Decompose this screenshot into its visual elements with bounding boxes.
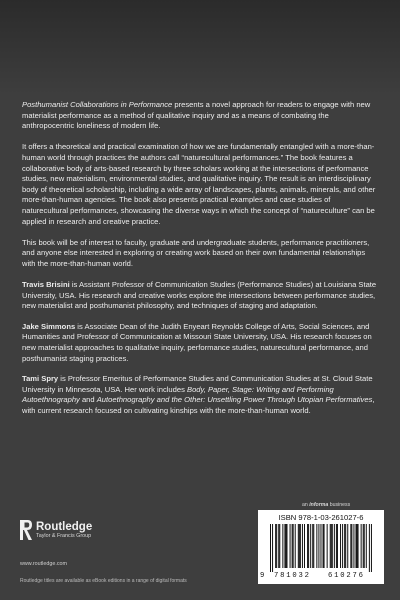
barcode-bar [320,524,321,568]
barcode-bar [307,524,308,568]
routledge-mark-icon [20,520,32,540]
barcode-bar [285,524,286,568]
barcode-bar [353,524,354,568]
barcode-right-digits: 610276 [328,572,365,580]
author-name: Jake Simmons [22,321,76,331]
author-bio-simmons: Jake Simmons is Associate Dean of the Judith Enyeart Reynolds College of Arts, Social Sciences, and Humanities and Professor of Communication at Missouri State University, USA. His research focuses on new materialist approaches to qualitative inquiry, performance studies, naturecultural performance, and posthumanist staging practices. [22,321,372,363]
publisher-name: Routledge [36,521,93,533]
barcode-bar [332,524,333,568]
isbn-label: ISBN 978-1-03-261027-6 [278,513,364,522]
barcode-bar [330,524,331,568]
barcode-bar [357,524,358,568]
barcode-bar [363,524,364,568]
description-paragraph: It offers a theoretical and practical examination of how we are fundamentally entangled with a more-than-human world through practices the authors call “naturecultural performances.” The book features a collaborative body of arts-based research by three scholars working at the intersections of performance studies, new materialism, environmental studies, and qualitative inquiry. The result is an interdisciplinary body of theoretical scholarship, including a wide array of landscapes, plants, animals, minerals, and other more-than-human agencies. The book also presents practical examples and case studies of naturecultural performances, showcasing the diverse ways in which the concept of “natureculture” can be applied in research and creative practice. [22,142,376,226]
barcode-bar [276,524,277,568]
barcode-bar [327,524,328,568]
barcode-bar [290,524,291,568]
barcode-bar [316,524,317,568]
intro-paragraph: Posthumanist Collaborations in Performance presents a novel approach for readers to engage with new materialist performance as a method of qualitative inquiry and as a means of combating the anthropocentric loneliness of modern life. [22,100,371,131]
informa-brand: informa [309,502,329,508]
barcode-bar [336,524,337,568]
book-title: Posthumanist Collaborations in Performance [22,100,173,109]
barcode-bar [312,524,313,568]
barcode-bar [323,524,324,568]
barcode-bar [282,524,283,568]
barcode-bar [279,524,280,568]
barcode-left-digits: 781032 [274,572,311,580]
barcode-bar [293,524,294,568]
ebook-note: Routledge titles are available as eBook editions in a range of digital formats [20,578,187,584]
barcode-bar [308,524,309,568]
barcode-bar [300,524,301,568]
barcode-bar [345,524,346,568]
barcode-bar [364,524,365,568]
top-gradient [0,0,400,95]
barcode-bar [344,524,345,568]
barcode-bar [369,524,370,572]
publisher-website[interactable]: www.routledge.com [20,561,68,567]
barcode-bar [299,524,300,568]
barcode-bar [350,524,351,568]
barcode-bar [334,524,335,568]
barcode-bar [366,524,367,568]
barcode-bar [342,524,343,568]
audience-paragraph: This book will be of interest to faculty, graduate and undergraduate students, performance practitioners, and anyone else interested in exploring or creating work based on their own fundamental relationships with the more-than-human world. [22,237,370,268]
barcode-bar [324,524,325,568]
barcode-icon [262,524,380,572]
barcode-bar [331,524,332,568]
barcode-bar [313,524,314,568]
informa-tagline: an informa business [302,502,351,508]
barcode-bar [337,524,338,568]
barcode-bar [355,524,356,568]
barcode-bar [347,524,348,568]
barcode-bar [295,524,296,568]
author-name: Travis Brisini [22,280,70,290]
barcode-panel [258,510,384,584]
barcode-bar [298,524,299,568]
author-bio-brisini: Travis Brisini is Assistant Professor of Communication Studies (Performance Studies) at Louisiana State University, USA. His research and creative works explore the intersections between performance studies, new materialist and posthumanist philosophy, and techniques of staging and adaptation. [22,280,377,311]
barcode-bar [284,524,285,568]
barcode-bar [278,524,279,568]
barcode-bar [272,524,273,572]
barcode-bar [358,524,359,568]
back-cover-blurb [22,100,378,427]
barcode-bar [310,524,311,568]
barcode-bar [275,524,276,568]
barcode-bar [304,524,305,568]
barcode-lead-digit: 9 [260,572,265,580]
author-bio-spry: Tami Spry is Professor Emeritus of Performance Studies and Communication Studies at St. Cloud State University in Minnesota, USA. Her work includes Body, Paper, Stage: Writing and Performing Autoethnography and Autoethnography and the Other: Unsettling Power Through Utopian Performatives, with current research focused on cultivating kinships with the more-than-human world. [22,374,375,416]
barcode-bar [270,524,271,572]
barcode-bar [292,524,293,568]
author-name: Tami Spry [22,374,59,384]
barcode-bar [361,524,362,568]
barcode-bar [318,524,319,568]
barcode-bar [302,524,303,568]
barcode-bar [340,524,341,568]
barcode-bar [351,524,352,568]
barcode-bar [286,524,287,568]
publisher-group: Taylor & Francis Group [36,533,92,539]
barcode-bar [371,524,372,572]
